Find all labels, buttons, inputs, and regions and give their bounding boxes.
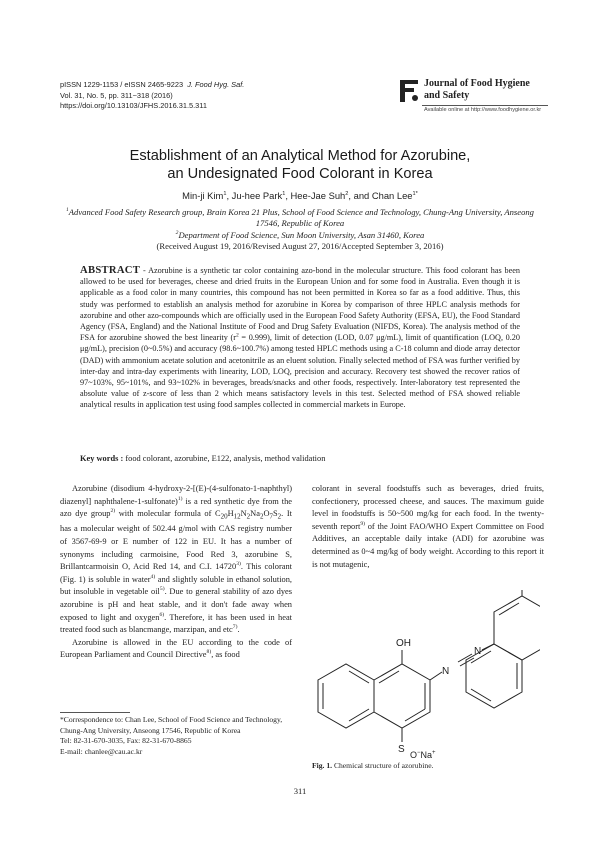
page-number: 311 <box>293 786 307 796</box>
abstract-label: ABSTRACT <box>80 265 141 276</box>
received-dates: (Received August 19, 2016/Revised August 27, 2016/Accepted September 3, 2016) <box>156 241 444 251</box>
body-column-right <box>312 483 544 571</box>
ring-a <box>318 664 374 728</box>
azo-n2-label: N <box>474 646 482 657</box>
ring-c <box>494 596 540 660</box>
keywords-label: Key words : <box>80 454 126 463</box>
body-paragraph: Azorubine (disodium 4-hydroxy-2-[(E)-(4-sulfonato-1-naphthyl) diazenyl] naphthalene-1-sulfonate)$^{1)}$ is a red synthetic dye from the azo dye group$^{2)}$ with molecular formula of $C_{20}H_{12}N_2Na_2O_7S_2$. It has a molecular weight of 502.44 g/mol with CAS registry number of 3567-69-9 or E number of 122 in EU. It has a number of synonyms including carmoisine, Food Red 3, azorubine S, Brillantcarmoisin O, Acid Red 14, and C.I. 14720$^{3)}$. This colorant (Fig. 1) is soluble in water$^{4)}$ and slightly soluble in ethanol solution, but insoluble in vegetable oil$^{5)}$. Due to general stability of azo dyes azorubine is pH and heat stable, and it don't fade away when exposed to light and oxygen$^{6)}$. Therefore, it has been used in heat treated food such as blancmange, marzipan, and etc$^{7)}$. <box>60 484 293 635</box>
figure-caption: Fig. 1. Chemical structure of azorubine. <box>312 761 434 770</box>
volume-info: Vol. 31, No. 5, pp. 311~318 (2016) <box>60 90 173 100</box>
body-paragraph: Azorubine is allowed in the EU according to the code of European Parliament and Council Directive$^{8)}$, as food <box>60 637 292 660</box>
body-column-left <box>60 483 292 662</box>
author-list: Min-ji Kim$^1$, Ju-hee Park$^1$, Hee-Jae Suh$^2$, and Chan Lee$^{1*}$ <box>182 190 418 201</box>
email-label: E-mail: <box>60 746 85 756</box>
sulfur-lower-label: S <box>398 744 405 755</box>
body-paragraph: colorant in several foodstuffs such as beverages, dried fruits, confectionery, processed cheese, and sauces. The maximum guide level in foodstuffs is 50~500 mg/kg for each food. In the twenty-seventh report$^{9)}$ of the Joint FAO/WHO Expert Committee on Food Additives, an acceptable daily intake (ADI) for azorubine was determined as 0~4 mg/kg of body weight. According to this report it is not mutagenic, <box>312 484 544 569</box>
correspondence-footnote <box>60 715 295 757</box>
availability-link[interactable]: Available online at http://www.foodhygiene.or.kr <box>424 107 542 113</box>
affiliation-1: $^1$Advanced Food Safety Research group, Brain Korea 21 Plus, School of Food Science and Technology, Chung-Ang University, Anseong 17546, Republic of Korea <box>66 207 534 229</box>
citation-header <box>60 80 244 112</box>
journal-logo <box>398 76 548 126</box>
figure-label: Fig. 1. <box>312 761 333 770</box>
affiliation-2: $^2$Department of Food Science, Sun Moon University, Asan 31460, Korea <box>175 230 425 240</box>
keywords <box>80 454 520 463</box>
footnote-rule <box>60 712 130 713</box>
oh-label: OH <box>396 638 411 649</box>
email-link[interactable]: chanlee@cau.ac.kr <box>84 746 143 756</box>
keywords-value: food colorant, azorubine, E122, analysis, method validation <box>125 454 326 463</box>
phone-fax: Tel: 82-31-670-3035, Fax: 82-31-670-8865 <box>60 736 192 746</box>
ring-b <box>374 664 430 728</box>
azorubine-structure-figure <box>310 590 540 760</box>
journal-abbrev: J. Food Hyg. Saf. <box>187 80 245 89</box>
journal-name: Journal of Food Hygiene and Safety <box>424 78 530 101</box>
structure-bonds <box>318 590 540 742</box>
abstract: ABSTRACT - Azorubine is a synthetic tar color containing azo-bond in the molecular structure. This food colorant has been allowed to be used for beverages, cheese and dried fruits in the European Union and for some food in Australia. Even though it is applicable as a food color in many countries, this compound has not been permitted in Korea so far as a food additive. Thus, this study was performed to establish an analysis method for azorubine in Korea by comparison of three HPLC analysis methods for azorubine and other azo-compounds which are officially used in the European Food Safety Authority (EFSA, EU), the Food Standard Agency (FSA, England) and the National Institute of Food and Drug Safety Evaluation (NIFDS, Korea). The analysis method of the FSA for azorubine showed the best linearity $(r^2 = 0.999)$, limit of detection (LOD, 0.07 μg/mL), limit of quantification (LOQ, 0.20 μg/mL), precision (0~0.5%) and accuracy (98.6~100.7%) among tested HPLC methods using a C-18 column and diode array detector (DAD) with ammonium acetate solution and acetonitrile as an eluent solution. Finally selected method of FSA was further verified by inter-day and intra-day experiments with linearity, LOD, LOQ, precision and accuracy. Recovery test showed the recover ratios of 97~103%, 95~101%, and 93~102% in beverages, breads/snacks and other foods, respectively. Inter-laboratory test represented the absolute value of z-score of less than 2 which means satisfactory levels in this test. Selected method of FSA showed reliable analytical results in application test using food samples collected in commercial markets in Europe. <box>80 265 520 410</box>
logo-rule <box>422 105 548 106</box>
journal-mark-icon <box>398 78 420 104</box>
azo-n1-label: N <box>442 666 450 677</box>
paper-title: Establishment of an Analytical Method for Azorubine, an Undesignated Food Colorant in Korea <box>129 148 471 182</box>
issn: pISSN 1229-1153 / eISSN 2465-9223 <box>60 80 184 89</box>
doi-link[interactable]: https://doi.org/10.13103/JFHS.2016.31.5.311 <box>60 101 207 111</box>
o-na-lower-label: O−Na+ <box>410 750 436 760</box>
correspondence-address: *Correspondence to: Chan Lee, School of Food Science and Technology, Chung-Ang University, Anseong 17546, Republic of Korea <box>60 715 283 735</box>
